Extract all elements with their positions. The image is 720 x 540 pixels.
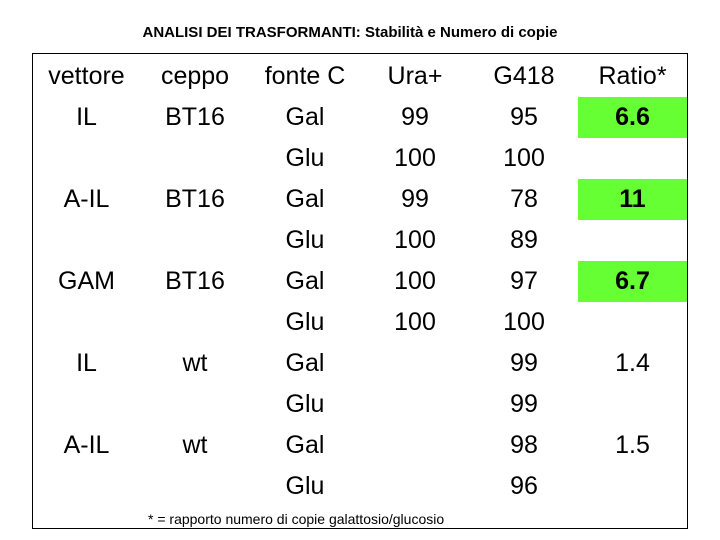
cell-g418: 98 bbox=[510, 431, 538, 459]
cell-vettore bbox=[33, 466, 140, 507]
table-row bbox=[33, 466, 687, 507]
cell-g418: 96 bbox=[510, 472, 538, 500]
cell-vettore bbox=[33, 220, 140, 261]
cell-g418: 89 bbox=[510, 226, 538, 254]
footnote: * = rapporto numero di copie galattosio/glucosio bbox=[148, 511, 445, 527]
cell-ratio-highlight: 11 bbox=[578, 179, 687, 220]
cell-ratio: 1.5 bbox=[615, 431, 650, 459]
header-ratio: Ratio* bbox=[598, 62, 667, 90]
cell-vettore: IL bbox=[76, 103, 97, 131]
cell-ura bbox=[360, 425, 470, 466]
header-row bbox=[33, 56, 687, 97]
cell-fonte-c: Gal bbox=[285, 185, 325, 213]
cell-ceppo bbox=[140, 466, 250, 507]
cell-g418: 100 bbox=[503, 308, 545, 336]
cell-ceppo bbox=[140, 220, 250, 261]
cell-g418: 97 bbox=[510, 267, 538, 295]
cell-ratio-highlight: 6.6 bbox=[578, 97, 687, 138]
cell-ceppo: wt bbox=[182, 431, 208, 459]
table-row bbox=[33, 425, 687, 466]
cell-ura: 100 bbox=[394, 267, 436, 295]
cell-ura: 100 bbox=[394, 226, 436, 254]
cell-vettore bbox=[33, 302, 140, 343]
cell-ceppo bbox=[140, 384, 250, 425]
cell-fonte-c: Gal bbox=[285, 431, 325, 459]
table-row bbox=[33, 97, 687, 138]
cell-ceppo: BT16 bbox=[165, 103, 225, 131]
cell-ceppo: wt bbox=[182, 349, 208, 377]
header-ceppo: ceppo bbox=[160, 62, 230, 90]
cell-fonte-c: Gal bbox=[285, 349, 325, 377]
cell-vettore bbox=[33, 138, 140, 179]
cell-fonte-c: Glu bbox=[285, 144, 325, 172]
table-row bbox=[33, 384, 687, 425]
cell-fonte-c: Glu bbox=[285, 226, 325, 254]
table-row bbox=[33, 261, 687, 302]
cell-g418: 100 bbox=[503, 144, 545, 172]
cell-vettore: A-IL bbox=[63, 185, 110, 213]
cell-ura: 100 bbox=[394, 144, 436, 172]
cell-vettore bbox=[33, 384, 140, 425]
table-row bbox=[33, 220, 687, 261]
cell-ratio bbox=[578, 220, 687, 261]
cell-ceppo: BT16 bbox=[165, 267, 225, 295]
cell-g418: 95 bbox=[510, 103, 538, 131]
cell-ratio bbox=[578, 302, 687, 343]
cell-vettore: A-IL bbox=[63, 431, 110, 459]
cell-g418: 78 bbox=[510, 185, 538, 213]
cell-ura bbox=[360, 384, 470, 425]
cell-ura: 99 bbox=[401, 103, 429, 131]
header-fonte-c: fonte C bbox=[264, 62, 346, 90]
cell-fonte-c: Gal bbox=[285, 103, 325, 131]
cell-g418: 99 bbox=[510, 390, 538, 418]
cell-ratio bbox=[578, 466, 687, 507]
cell-ceppo bbox=[140, 302, 250, 343]
cell-ceppo bbox=[140, 138, 250, 179]
data-table bbox=[33, 56, 687, 507]
header-vettore: vettore bbox=[48, 62, 125, 90]
cell-ceppo: BT16 bbox=[165, 185, 225, 213]
cell-fonte-c: Glu bbox=[285, 390, 325, 418]
cell-fonte-c: Glu bbox=[285, 472, 325, 500]
cell-ura bbox=[360, 343, 470, 384]
table-row bbox=[33, 138, 687, 179]
cell-vettore: GAM bbox=[58, 267, 115, 295]
cell-g418: 99 bbox=[510, 349, 538, 377]
table-row bbox=[33, 343, 687, 384]
cell-vettore: IL bbox=[76, 349, 97, 377]
page-title: ANALISI DEI TRASFORMANTI: Stabilità e Numero di copie bbox=[142, 24, 558, 41]
cell-ratio bbox=[578, 384, 687, 425]
cell-ratio-highlight: 6.7 bbox=[578, 261, 687, 302]
cell-ura bbox=[360, 466, 470, 507]
cell-ura: 99 bbox=[401, 185, 429, 213]
table-row bbox=[33, 302, 687, 343]
cell-ratio: 1.4 bbox=[615, 349, 650, 377]
cell-ratio bbox=[578, 138, 687, 179]
table-row bbox=[33, 179, 687, 220]
header-ura: Ura+ bbox=[387, 62, 443, 90]
cell-fonte-c: Gal bbox=[285, 267, 325, 295]
cell-fonte-c: Glu bbox=[285, 308, 325, 336]
header-g418: G418 bbox=[493, 62, 555, 90]
cell-ura: 100 bbox=[394, 308, 436, 336]
